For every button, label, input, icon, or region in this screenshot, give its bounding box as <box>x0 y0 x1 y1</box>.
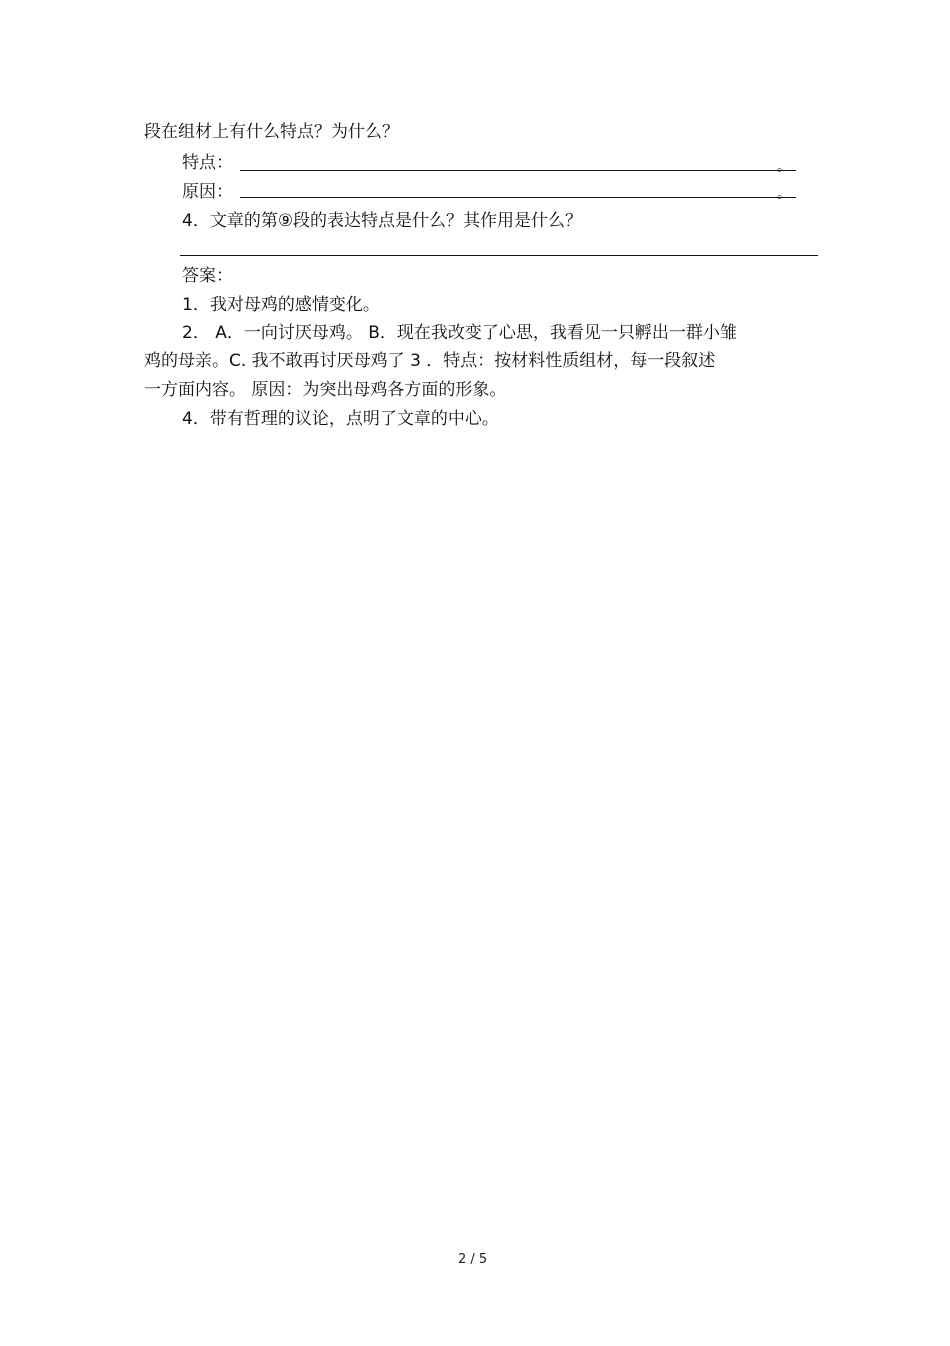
q4-answer-blank <box>180 255 818 256</box>
question-4: 4．文章的第⑨段的表达特点是什么？其作用是什么？ <box>182 211 583 231</box>
reason-answer-blank <box>240 197 796 198</box>
reason-end-mark: 。 <box>777 186 791 202</box>
question-continuation: 段在组材上有什么特点？为什么？ <box>144 122 399 142</box>
feature-end-mark: 。 <box>777 159 791 175</box>
reason-label: 原因： <box>182 182 233 202</box>
answer-2-line-3: 一方面内容。 原因：为突出母鸡各方面的形象。 <box>144 380 507 400</box>
answer-1: 1．我对母鸡的感情变化。 <box>182 295 380 315</box>
page-number: 2 / 5 <box>458 1252 488 1267</box>
answer-2-line-2: 鸡的母亲。C. 我不敢再讨厌母鸡了 3 ．特点：按材料性质组材，每一段叙述 <box>144 351 716 371</box>
answer-4: 4．带有哲理的议论，点明了文章的中心。 <box>182 409 499 429</box>
answer-2-line-1: 2． A．一向讨厌母鸡。 B．现在我改变了心思，我看见一只孵出一群小雏 <box>182 323 737 343</box>
feature-label: 特点： <box>182 153 233 173</box>
feature-answer-blank <box>240 170 796 171</box>
answers-heading: 答案： <box>182 266 233 286</box>
